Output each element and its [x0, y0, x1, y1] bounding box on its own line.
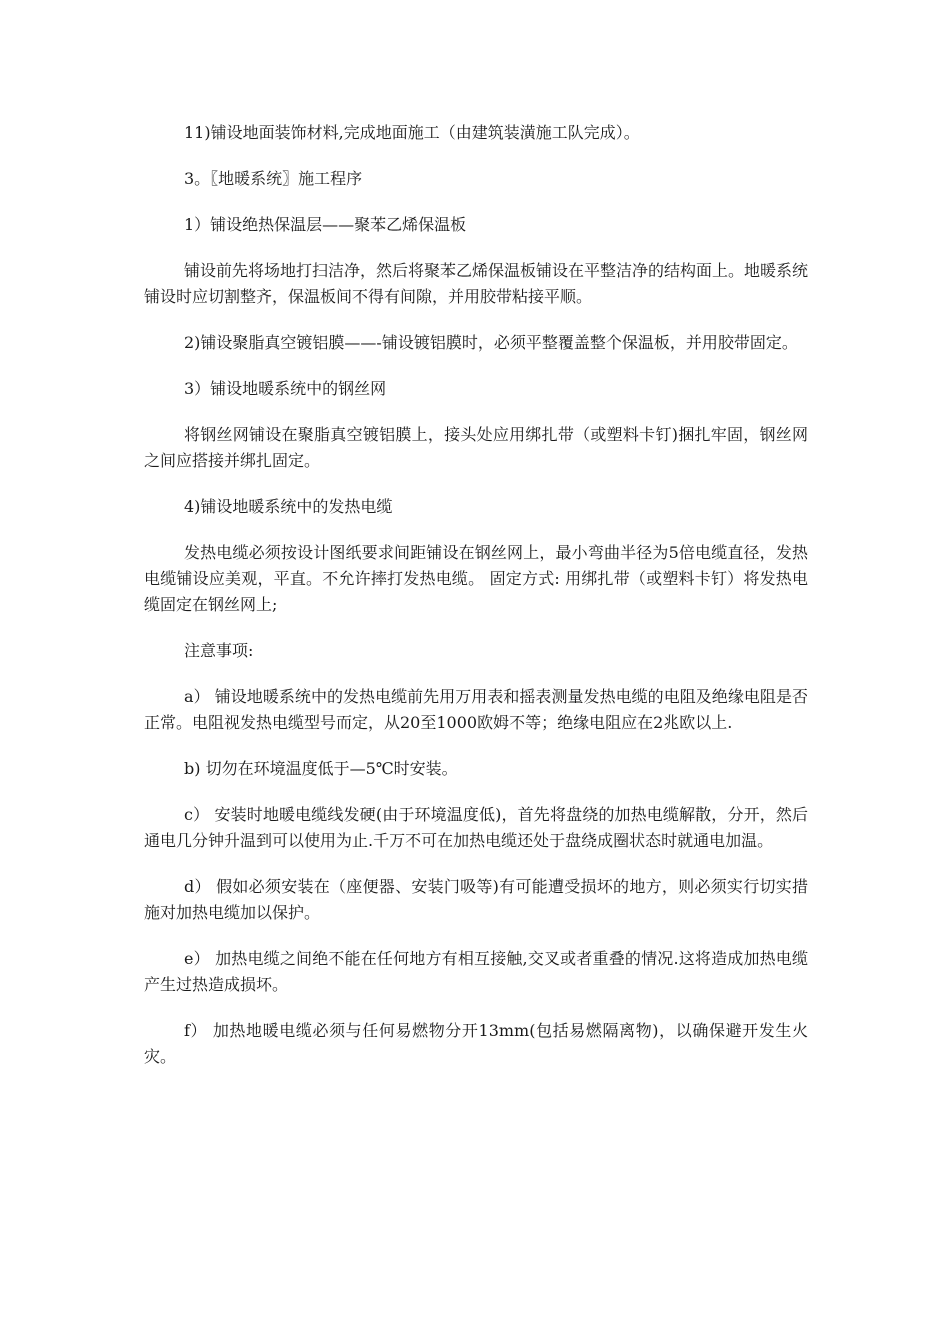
- step-heading-4: 4)铺设地暖系统中的发热电缆: [184, 497, 393, 516]
- note-item-f: f） 加热地暖电缆必须与任何易燃物分开13mm(包括易燃隔离物)，以确保避开发生火灾。: [144, 1021, 808, 1066]
- note-item-d: d） 假如必须安装在（座便器、安装门吸等)有可能遭受损坏的地方，则必须实行切实措施对加热电缆加以保护。: [144, 877, 808, 922]
- note-item-b: b) 切勿在环境温度低于—5℃时安装。: [184, 759, 458, 778]
- note-item-e: e） 加热电缆之间绝不能在任何地方有相互接触,交叉或者重叠的情况.这将造成加热电缆产生过热造成损坏。: [144, 949, 808, 994]
- note-item-c: c） 安装时地暖电缆线发硬(由于环境温度低)，首先将盘绕的加热电缆解散，分开，然后通电几分钟升温到可以使用为止.千万不可在加热电缆还处于盘绕成圈状态时就通电加温。: [144, 805, 808, 850]
- step-heading-3: 3）铺设地暖系统中的钢丝网: [184, 379, 387, 398]
- paragraph-step-2: 2)铺设聚脂真空镀铝膜——-铺设镀铝膜时，必须平整覆盖整个保温板，并用胶带固定。: [184, 333, 798, 352]
- paragraph-step-1-body: 铺设前先将场地打扫洁净，然后将聚苯乙烯保温板铺设在平整洁净的结构面上。地暖系统铺设时应切割整齐，保温板间不得有间隙，并用胶带粘接平顺。: [144, 261, 809, 306]
- paragraph-step-4-body: 发热电缆必须按设计图纸要求间距铺设在钢丝网上，最小弯曲半径为5倍电缆直径，发热电缆铺设应美观，平直。不允许摔打发热电缆。 固定方式: 用绑扎带（或塑料卡钉）将发热电缆固定在钢丝网上;: [144, 543, 808, 614]
- notes-heading: 注意事项:: [184, 641, 254, 660]
- section-heading-procedure: 3。〖地暖系统〗施工程序: [184, 169, 363, 188]
- document-body: [144, 120, 808, 1090]
- note-item-a: a） 铺设地暖系统中的发热电缆前先用万用表和摇表测量发热电缆的电阻及绝缘电阻是否正常。电阻视发热电缆型号而定，从20至1000欧姆不等；绝缘电阻应在2兆欧以上.: [144, 687, 808, 732]
- step-heading-1: 1）铺设绝热保温层——聚苯乙烯保温板: [184, 215, 467, 234]
- paragraph-step-3-body: 将钢丝网铺设在聚脂真空镀铝膜上，接头处应用绑扎带（或塑料卡钉)捆扎牢固，钢丝网之间应搭接并绑扎固定。: [144, 425, 808, 470]
- paragraph-step-11: 11)铺设地面装饰材料,完成地面施工（由建筑装潢施工队完成）。: [184, 123, 640, 142]
